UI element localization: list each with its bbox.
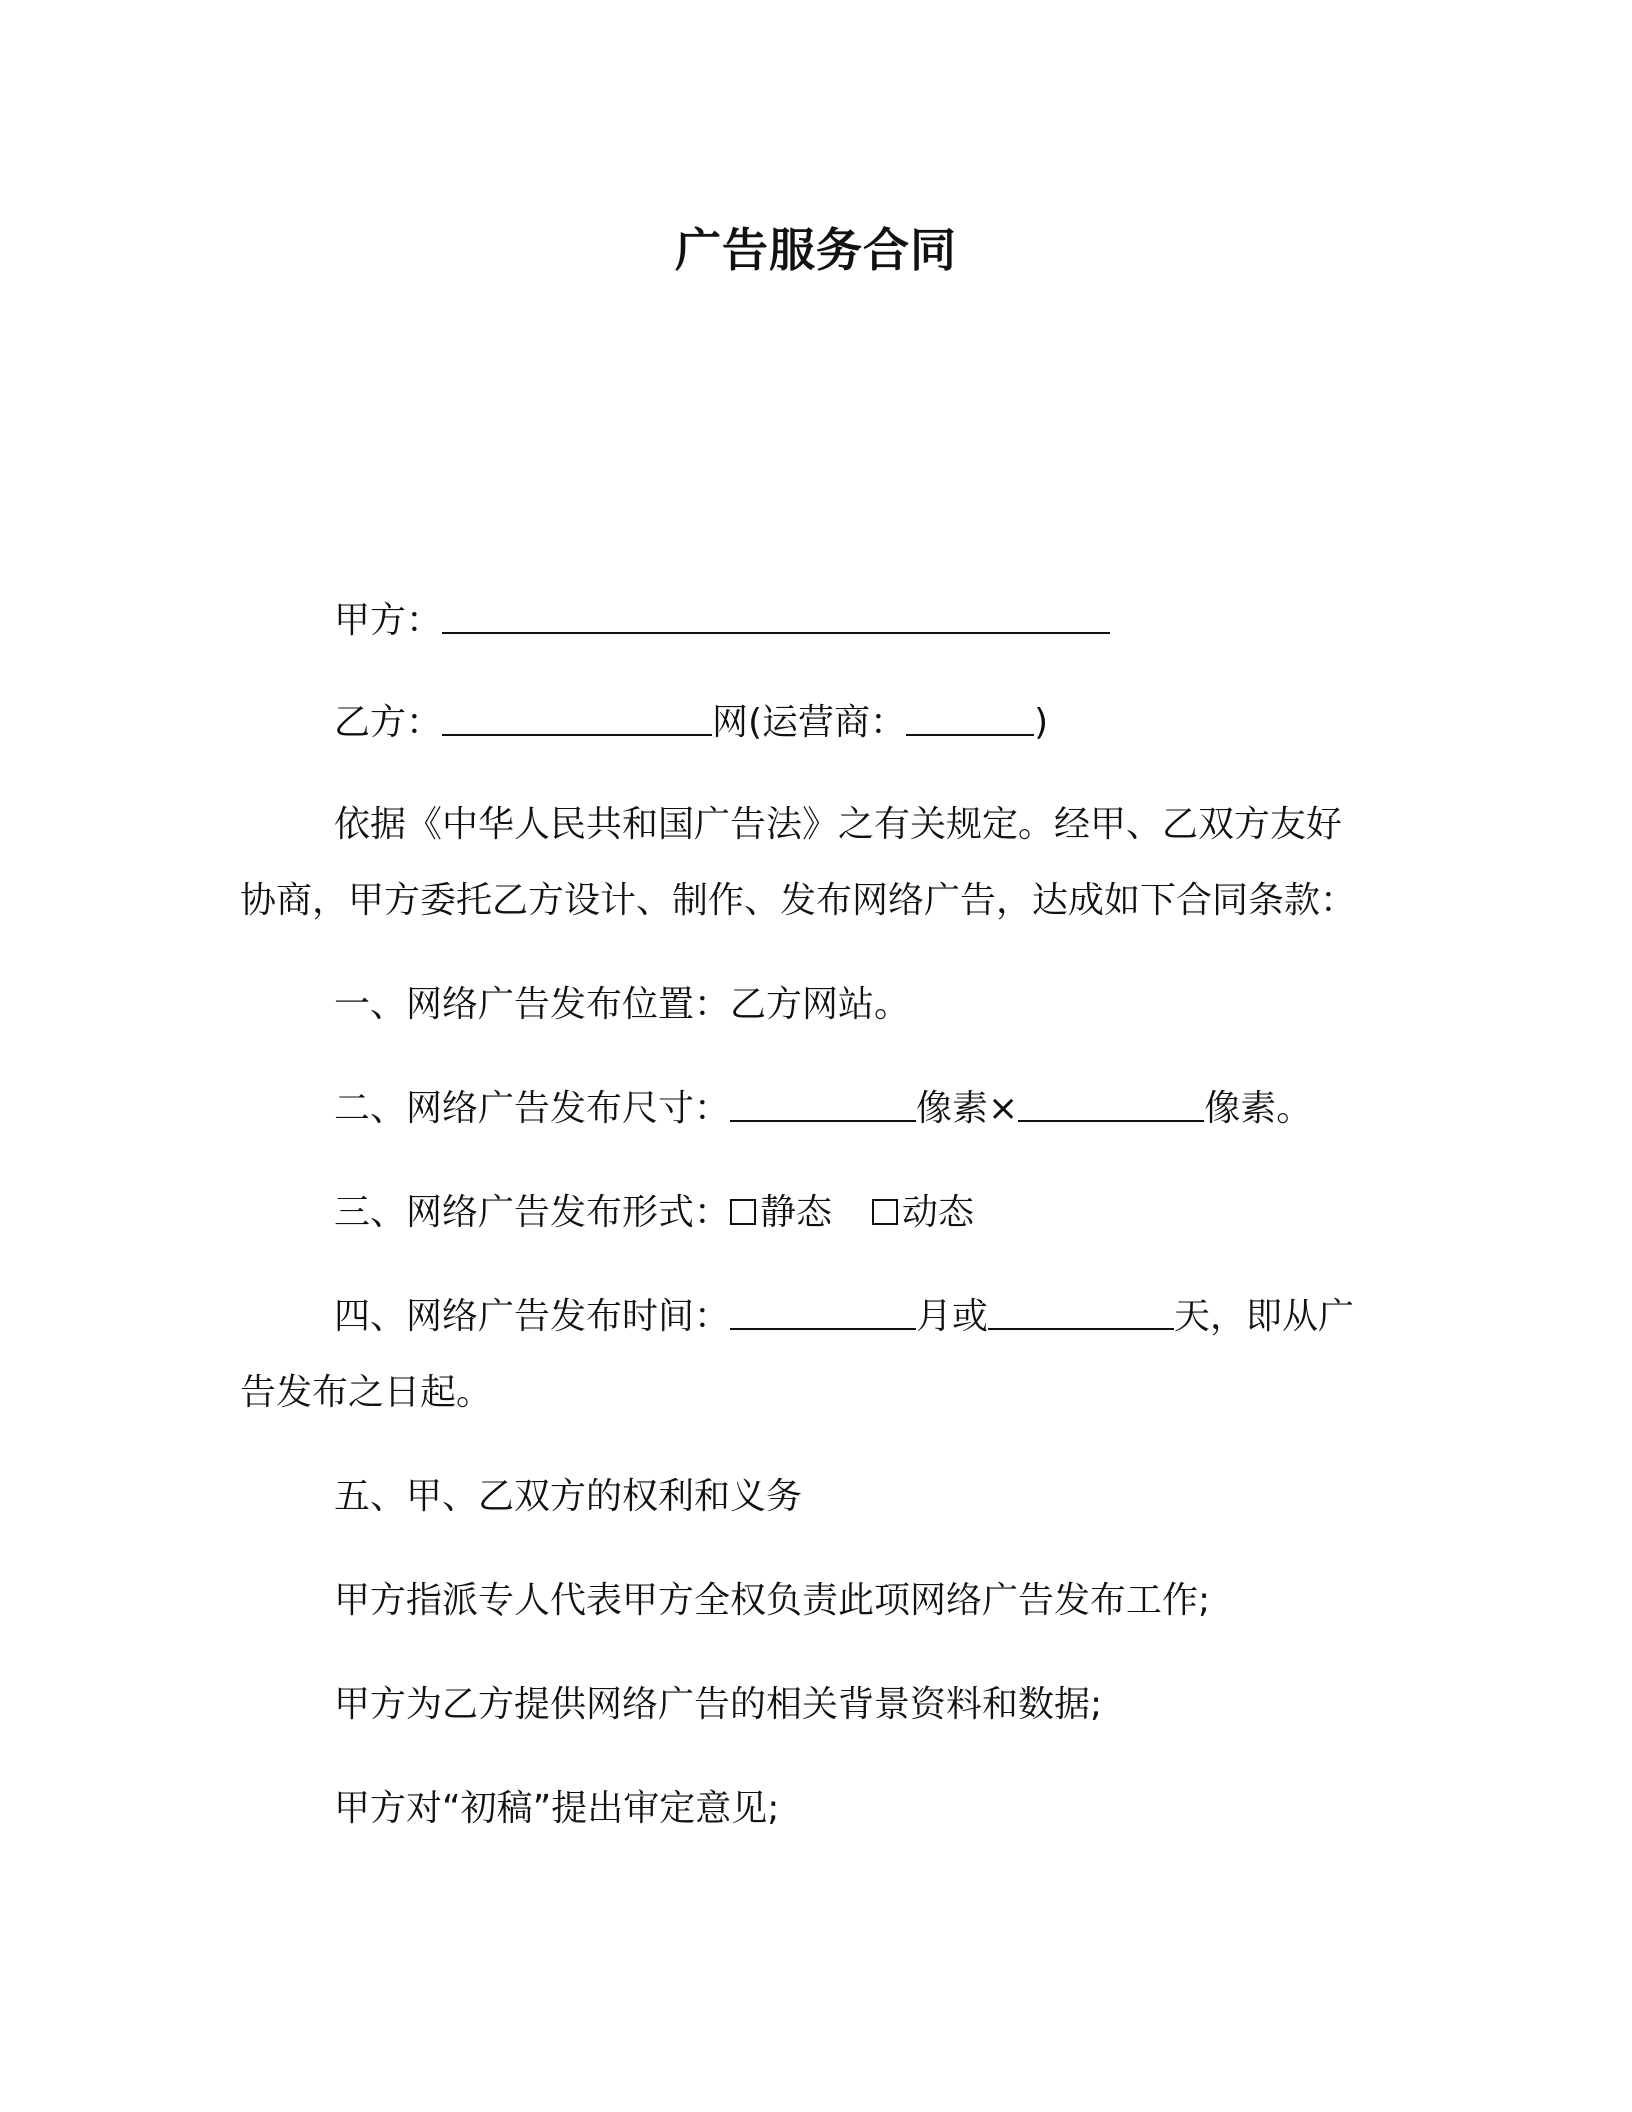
clause-2-unit-1: 像素× [916, 1088, 1019, 1129]
party-b-end-text: ) [1034, 702, 1049, 743]
clause-2-unit-2: 像素。 [1204, 1088, 1313, 1129]
clause-5-item-1: 甲方指派专人代表甲方全权负责此项网络广告发布工作; [334, 1580, 1211, 1621]
clause-3-label: 三、网络广告发布形式： [334, 1192, 731, 1233]
party-b-line [334, 698, 1048, 748]
clause-4-line-2: 告发布之日起。 [240, 1372, 493, 1413]
static-option-label: 静态 [760, 1192, 833, 1233]
clause-4 [334, 1292, 1354, 1342]
party-a-blank[interactable] [442, 598, 1110, 634]
width-pixels-blank[interactable] [730, 1086, 916, 1122]
clause-5-item-2: 甲方为乙方提供网络广告的相关背景资料和数据; [334, 1684, 1103, 1725]
height-pixels-blank[interactable] [1018, 1086, 1204, 1122]
party-b-mid-text: 网(运营商： [712, 702, 907, 743]
clause-4-label: 四、网络广告发布时间： [334, 1296, 731, 1337]
clause-4-unit-2: 天，即从广 [1174, 1296, 1355, 1337]
clause-2 [334, 1084, 1312, 1134]
clause-5-heading: 五、甲、乙双方的权利和义务 [334, 1476, 803, 1517]
preamble-line-1: 依据《中华人民共和国广告法》之有关规定。经甲、乙双方友好 [334, 804, 1343, 845]
clause-5-item-3: 甲方对“初稿”提出审定意见; [334, 1788, 780, 1829]
clause-1: 一、网络广告发布位置：乙方网站。 [334, 984, 911, 1025]
static-checkbox[interactable] [730, 1199, 756, 1225]
party-b-label: 乙方： [334, 702, 443, 743]
months-blank[interactable] [730, 1294, 916, 1330]
clause-2-label: 二、网络广告发布尺寸： [334, 1088, 731, 1129]
preamble-line-2: 协商，甲方委托乙方设计、制作、发布网络广告，达成如下合同条款： [240, 880, 1357, 921]
clause-4-unit-1: 月或 [916, 1296, 989, 1337]
days-blank[interactable] [988, 1294, 1174, 1330]
clause-3 [334, 1188, 974, 1238]
party-b-site-blank[interactable] [442, 700, 712, 736]
page-title: 广告服务合同 [675, 223, 957, 277]
party-b-operator-blank[interactable] [906, 700, 1034, 736]
dynamic-checkbox[interactable] [872, 1199, 898, 1225]
party-a-line [334, 596, 1110, 646]
party-a-label: 甲方： [334, 600, 443, 641]
dynamic-option-label: 动态 [902, 1192, 975, 1233]
